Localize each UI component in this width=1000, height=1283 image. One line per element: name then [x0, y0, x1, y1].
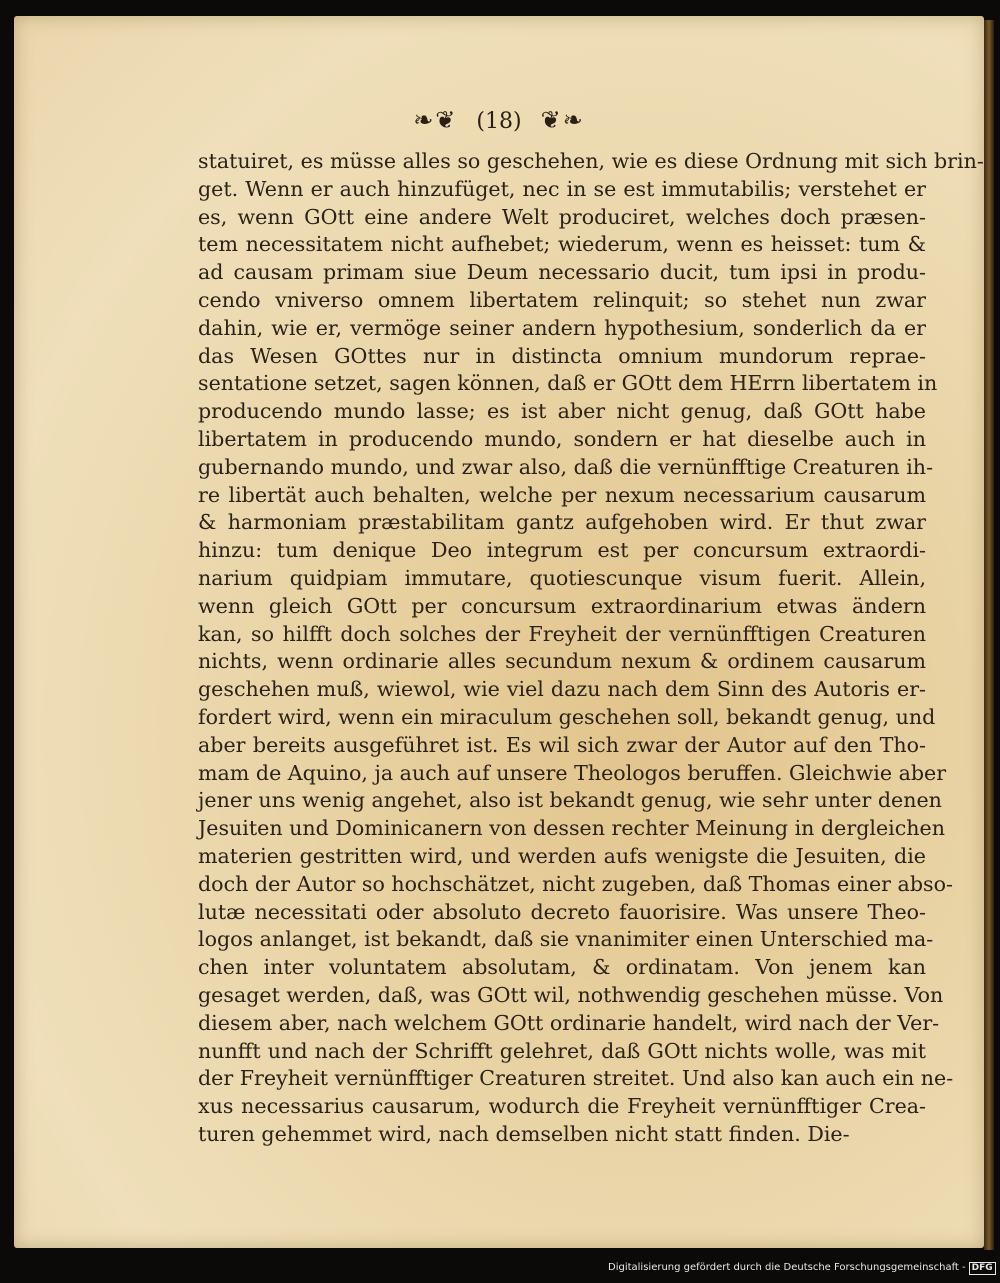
ornament-right-icon: ❦❧	[540, 106, 585, 134]
text-line: sentatione setzet, sagen können, daß er GOtt dem HErrn libertatem in	[198, 371, 938, 396]
text-line: cendo vniverso omnem libertatem relinquit; so stehet nun zwar	[198, 287, 926, 312]
text-line: nunfft und nach der Schrifft gelehret, daß GOtt nichts wolle, was mit	[198, 1038, 926, 1063]
page-header	[14, 106, 984, 134]
text-line: aber bereits ausgeführet ist. Es wil sich zwar der Autor auf den Tho-	[198, 732, 926, 757]
text-line: Jesuiten und Dominicanern von dessen rechter Meinung in dergleichen	[198, 816, 945, 841]
text-line: hinzu: tum denique Deo integrum est per concursum extraordi-	[198, 538, 926, 563]
text-line: producendo mundo lasse; es ist aber nicht genug, daß GOtt habe	[198, 399, 926, 424]
text-line: gesaget werden, daß, was GOtt wil, nothwendig geschehen müsse. Von	[198, 982, 944, 1007]
page-edge	[984, 20, 994, 1250]
text-line: get. Wenn er auch hinzufüget, nec in se est immutabilis; verstehet er	[198, 176, 926, 201]
book-page	[14, 16, 984, 1248]
text-line: ad causam primam siue Deum necessario ducit, tum ipsi in produ-	[198, 260, 926, 285]
text-line: das Wesen GOttes nur in distincta omnium mundorum reprae-	[198, 343, 926, 368]
body-text	[198, 148, 984, 1149]
text-line: xus necessarius causarum, wodurch die Freyheit vernünfftiger Crea-	[198, 1094, 926, 1119]
page-number: (18)	[476, 109, 522, 134]
text-line: geschehen muß, wiewol, wie viel dazu nach dem Sinn des Autoris er-	[198, 677, 926, 702]
text-line: der Freyheit vernünfftiger Creaturen streitet. Und also kan auch ein ne-	[198, 1066, 954, 1091]
text-line: & harmoniam præstabilitam gantz aufgehoben wird. Er thut zwar	[198, 510, 926, 535]
dfg-logo: DFG	[969, 1262, 996, 1275]
text-line: re libertät auch behalten, welche per nexum necessarium causarum	[198, 482, 926, 507]
text-line: es, wenn GOtt eine andere Welt produciret, welches doch præsen-	[198, 204, 926, 229]
text-line: diesem aber, nach welchem GOtt ordinarie handelt, wird nach der Ver-	[198, 1010, 940, 1035]
text-line: jener uns wenig angehet, also ist bekandt genug, wie sehr unter denen	[198, 788, 942, 813]
text-line: logos anlanget, ist bekandt, daß sie vnanimiter einen Unterschied ma-	[198, 927, 934, 952]
text-line: turen gehemmet wird, nach demselben nicht statt finden. Die-	[198, 1121, 850, 1146]
text-line: lutæ necessitati oder absoluto decreto fauorisire. Was unsere Theo-	[198, 899, 926, 924]
text-line: mam de Aquino, ja auch auf unsere Theologos beruffen. Gleichwie aber	[198, 760, 947, 785]
text-line: tem necessitatem nicht aufhebet; wiederum, wenn es heisset: tum &	[198, 232, 926, 257]
text-line: wenn gleich GOtt per concursum extraordinarium etwas ändern	[198, 593, 926, 618]
footer-credit-text: Digitalisierung gefördert durch die Deutsche Forschungsgemeinschaft -	[608, 1262, 966, 1273]
text-line: gubernando mundo, und zwar also, daß die vernünfftige Creaturen ih-	[198, 454, 934, 479]
text-line: chen inter voluntatem absolutam, & ordinatam. Von jenem kan	[198, 955, 926, 980]
text-line: libertatem in producendo mundo, sondern er hat dieselbe auch in	[198, 426, 926, 451]
text-line: statuiret, es müsse alles so geschehen, wie es diese Ordnung mit sich brin-	[198, 149, 984, 173]
ornament-left-icon: ❧❦	[413, 106, 458, 134]
text-line: narium quidpiam immutare, quotiescunque visum fuerit. Allein,	[198, 565, 926, 590]
text-line: doch der Autor so hochschätzet, nicht zugeben, daß Thomas einer abso-	[198, 871, 953, 896]
text-line: kan, so hilfft doch solches der Freyheit der vernünfftigen Creaturen	[198, 621, 926, 646]
text-line: nichts, wenn ordinarie alles secundum nexum & ordinem causarum	[198, 649, 926, 674]
text-line: dahin, wie er, vermöge seiner andern hypothesium, sonderlich da er	[198, 315, 926, 340]
text-line: materien gestritten wird, und werden aufs wenigste die Jesuiten, die	[198, 843, 926, 868]
text-line: fordert wird, wenn ein miraculum geschehen soll, bekandt genug, und	[198, 704, 936, 729]
footer-credit	[608, 1262, 993, 1275]
